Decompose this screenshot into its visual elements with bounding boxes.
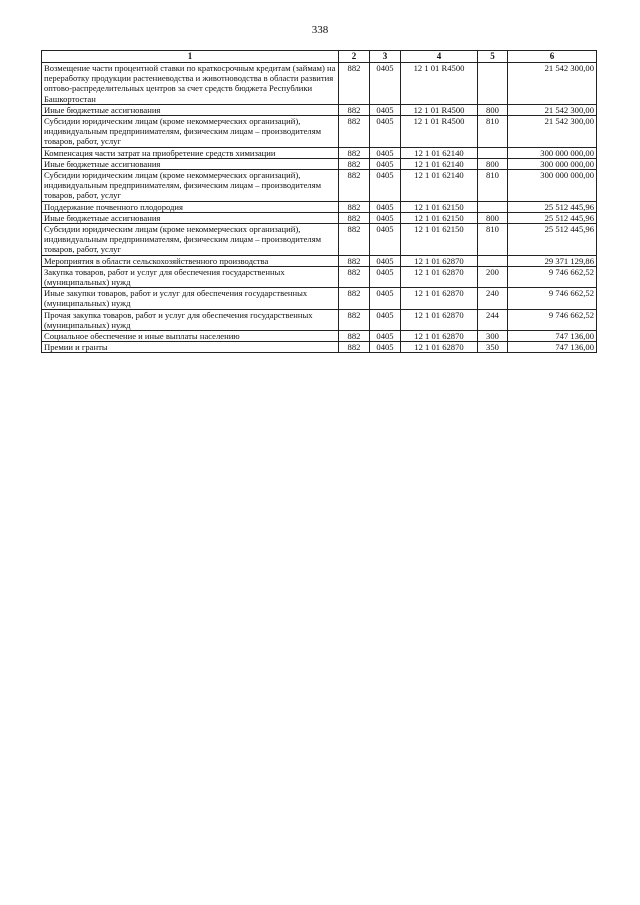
row-expense-type: 800 xyxy=(478,104,508,115)
row-amount: 9 746 662,52 xyxy=(508,309,597,330)
row-target-article: 12 1 01 62870 xyxy=(401,288,478,309)
row-target-article: 12 1 01 62870 xyxy=(401,331,478,342)
table-row xyxy=(42,116,597,148)
column-header-1: 1 xyxy=(42,51,339,63)
table-row xyxy=(42,288,597,309)
table-row xyxy=(42,104,597,115)
row-name: Иные бюджетные ассигнования xyxy=(42,212,339,223)
row-target-article: 12 1 01 62140 xyxy=(401,147,478,158)
row-name: Иные бюджетные ассигнования xyxy=(42,158,339,169)
row-ministry-code: 882 xyxy=(339,288,370,309)
row-expense-type xyxy=(478,201,508,212)
row-ministry-code: 882 xyxy=(339,170,370,202)
row-ministry-code: 882 xyxy=(339,116,370,148)
row-expense-type: 810 xyxy=(478,170,508,202)
row-expense-type: 810 xyxy=(478,116,508,148)
row-amount: 21 542 300,00 xyxy=(508,104,597,115)
row-expense-type xyxy=(478,147,508,158)
row-target-article: 12 1 01 R4500 xyxy=(401,63,478,105)
row-target-article: 12 1 01 62870 xyxy=(401,309,478,330)
row-amount: 21 542 300,00 xyxy=(508,63,597,105)
column-header-3: 3 xyxy=(370,51,401,63)
row-section-code: 0405 xyxy=(370,104,401,115)
row-target-article: 12 1 01 62870 xyxy=(401,255,478,266)
row-ministry-code: 882 xyxy=(339,255,370,266)
column-header-5: 5 xyxy=(478,51,508,63)
row-ministry-code: 882 xyxy=(339,309,370,330)
row-section-code: 0405 xyxy=(370,63,401,105)
column-header-6: 6 xyxy=(508,51,597,63)
table-row xyxy=(42,212,597,223)
row-ministry-code: 882 xyxy=(339,212,370,223)
row-amount: 300 000 000,00 xyxy=(508,147,597,158)
table-header-row xyxy=(42,51,597,63)
table-row xyxy=(42,147,597,158)
row-target-article: 12 1 01 62150 xyxy=(401,201,478,212)
row-amount: 29 371 129,86 xyxy=(508,255,597,266)
table-row xyxy=(42,201,597,212)
row-target-article: 12 1 01 62140 xyxy=(401,158,478,169)
row-target-article: 12 1 01 62150 xyxy=(401,212,478,223)
row-target-article: 12 1 01 62870 xyxy=(401,342,478,353)
row-name: Поддержание почвенного плодородия xyxy=(42,201,339,212)
row-section-code: 0405 xyxy=(370,212,401,223)
row-amount: 25 512 445,96 xyxy=(508,224,597,256)
row-section-code: 0405 xyxy=(370,147,401,158)
table-row xyxy=(42,331,597,342)
row-section-code: 0405 xyxy=(370,266,401,287)
row-ministry-code: 882 xyxy=(339,104,370,115)
row-section-code: 0405 xyxy=(370,158,401,169)
row-ministry-code: 882 xyxy=(339,147,370,158)
row-expense-type xyxy=(478,255,508,266)
row-name: Компенсация части затрат на приобретение средств химизации xyxy=(42,147,339,158)
column-header-2: 2 xyxy=(339,51,370,63)
row-amount: 300 000 000,00 xyxy=(508,170,597,202)
row-expense-type xyxy=(478,63,508,105)
row-section-code: 0405 xyxy=(370,331,401,342)
row-expense-type: 240 xyxy=(478,288,508,309)
row-name: Субсидии юридическим лицам (кроме некоммерческих организаций), индивидуальным предпринимателям, физическим лицам – производителям товаров, работ, услуг xyxy=(42,116,339,148)
table-row xyxy=(42,342,597,353)
row-target-article: 12 1 01 R4500 xyxy=(401,116,478,148)
table-body xyxy=(42,63,597,353)
row-expense-type: 800 xyxy=(478,158,508,169)
row-ministry-code: 882 xyxy=(339,266,370,287)
row-section-code: 0405 xyxy=(370,224,401,256)
row-section-code: 0405 xyxy=(370,201,401,212)
row-name: Субсидии юридическим лицам (кроме некоммерческих организаций), индивидуальным предпринимателям, физическим лицам – производителям товаров, работ, услуг xyxy=(42,224,339,256)
row-name: Иные закупки товаров, работ и услуг для обеспечения государственных (муниципальных) нужд xyxy=(42,288,339,309)
budget-table xyxy=(41,50,597,353)
row-amount: 21 542 300,00 xyxy=(508,116,597,148)
table-row xyxy=(42,224,597,256)
row-name: Закупка товаров, работ и услуг для обеспечения государственных (муниципальных) нужд xyxy=(42,266,339,287)
table-row xyxy=(42,63,597,105)
row-section-code: 0405 xyxy=(370,309,401,330)
row-section-code: 0405 xyxy=(370,170,401,202)
row-amount: 9 746 662,52 xyxy=(508,266,597,287)
row-name: Социальное обеспечение и иные выплаты населению xyxy=(42,331,339,342)
row-ministry-code: 882 xyxy=(339,201,370,212)
row-section-code: 0405 xyxy=(370,255,401,266)
table-row xyxy=(42,309,597,330)
row-amount: 747 136,00 xyxy=(508,342,597,353)
page-number: 338 xyxy=(311,24,329,36)
row-name: Премии и гранты xyxy=(42,342,339,353)
row-expense-type: 810 xyxy=(478,224,508,256)
row-ministry-code: 882 xyxy=(339,224,370,256)
row-name: Субсидии юридическим лицам (кроме некоммерческих организаций), индивидуальным предпринимателям, физическим лицам – производителям товаров, работ, услуг xyxy=(42,170,339,202)
row-section-code: 0405 xyxy=(370,342,401,353)
row-expense-type: 350 xyxy=(478,342,508,353)
table-row xyxy=(42,170,597,202)
row-amount: 747 136,00 xyxy=(508,331,597,342)
row-expense-type: 800 xyxy=(478,212,508,223)
table-row xyxy=(42,255,597,266)
row-amount: 9 746 662,52 xyxy=(508,288,597,309)
row-ministry-code: 882 xyxy=(339,342,370,353)
table-row xyxy=(42,158,597,169)
row-ministry-code: 882 xyxy=(339,331,370,342)
column-header-4: 4 xyxy=(401,51,478,63)
row-amount: 25 512 445,96 xyxy=(508,201,597,212)
row-target-article: 12 1 01 R4500 xyxy=(401,104,478,115)
row-name: Прочая закупка товаров, работ и услуг для обеспечения государственных (муниципальных) нужд xyxy=(42,309,339,330)
row-ministry-code: 882 xyxy=(339,63,370,105)
row-expense-type: 200 xyxy=(478,266,508,287)
table-row xyxy=(42,266,597,287)
row-ministry-code: 882 xyxy=(339,158,370,169)
row-expense-type: 244 xyxy=(478,309,508,330)
row-name: Иные бюджетные ассигнования xyxy=(42,104,339,115)
row-name: Мероприятия в области сельскохозяйственного производства xyxy=(42,255,339,266)
row-expense-type: 300 xyxy=(478,331,508,342)
row-target-article: 12 1 01 62140 xyxy=(401,170,478,202)
row-section-code: 0405 xyxy=(370,288,401,309)
row-section-code: 0405 xyxy=(370,116,401,148)
row-name: Возмещение части процентной ставки по краткосрочным кредитам (займам) на переработку продукции растениеводства и животноводства в области развития оптово-распределительных центров за счет средств бюджета Республики Башкортостан xyxy=(42,63,339,105)
row-target-article: 12 1 01 62150 xyxy=(401,224,478,256)
row-amount: 300 000 000,00 xyxy=(508,158,597,169)
row-amount: 25 512 445,96 xyxy=(508,212,597,223)
row-target-article: 12 1 01 62870 xyxy=(401,266,478,287)
